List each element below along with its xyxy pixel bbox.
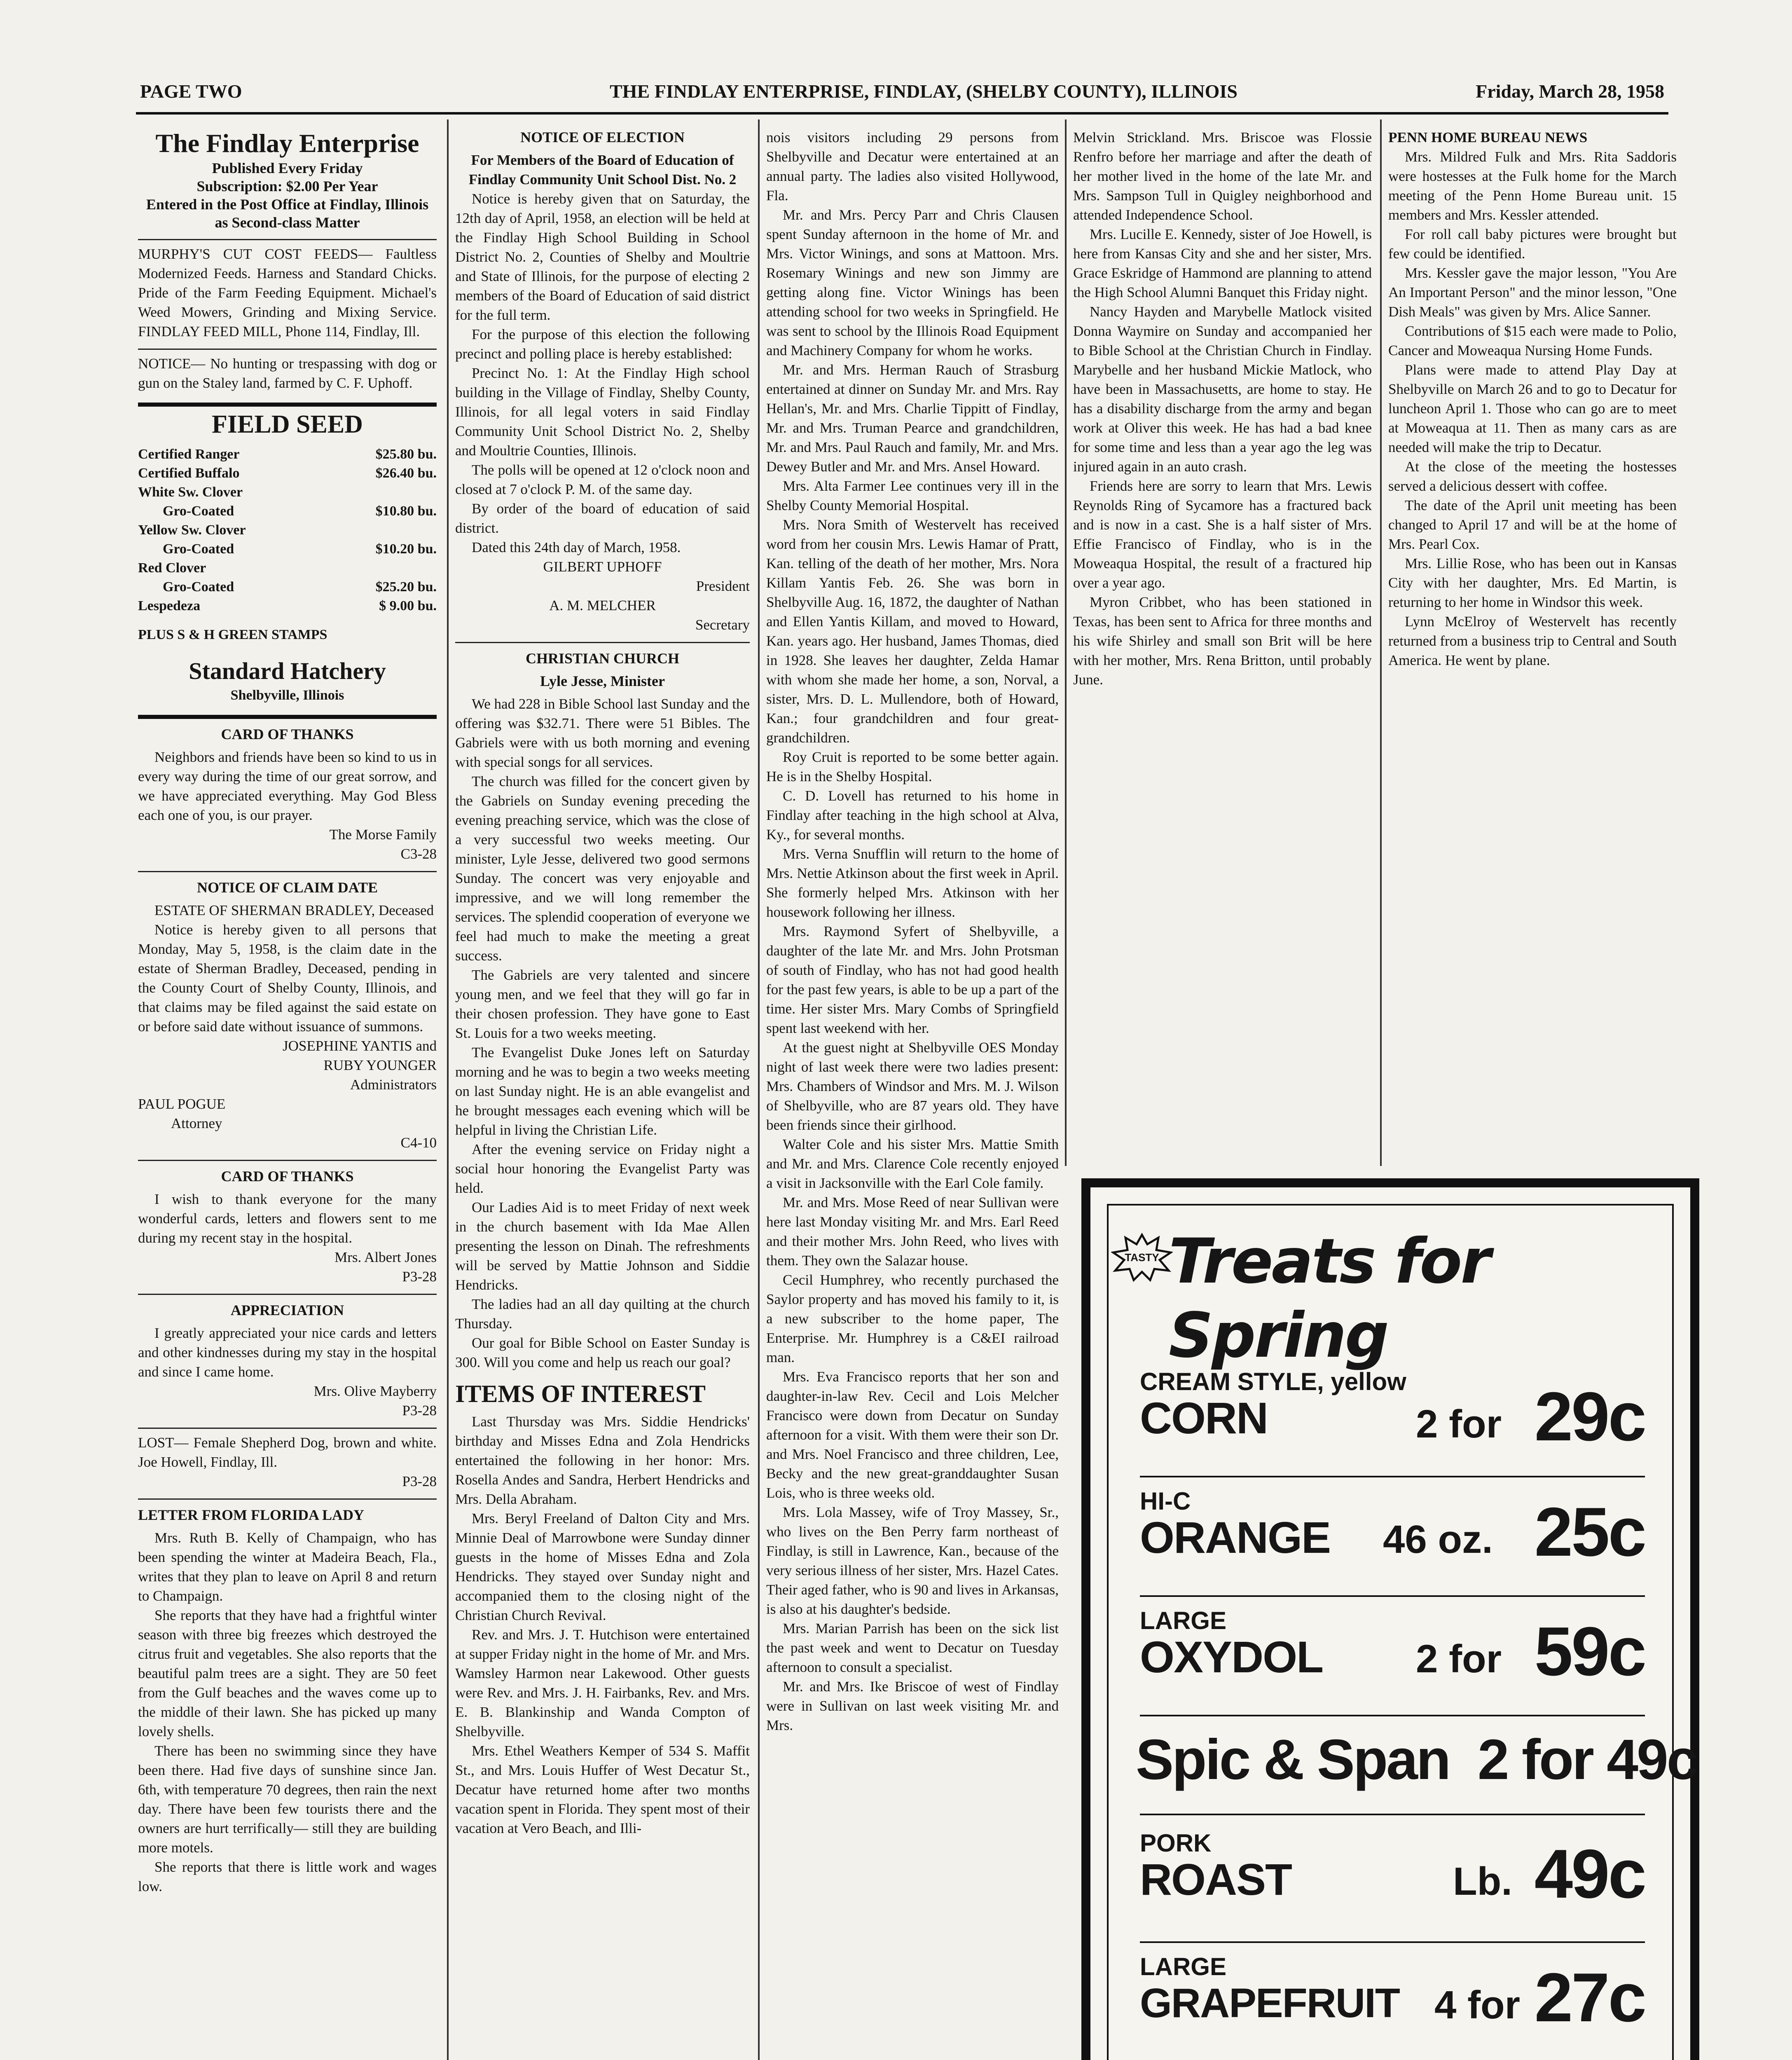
news-paragraph: Mrs. Eva Francisco reports that her son and daughter-in-law Rev. Cecil and Lois Melcher Francisco were down from Decatur on Sunday afternoon for a visit. With them were their son Dr. and Mrs. Noel Francisco and three children, Lee, Becky and the new great-granddaughter Susan Lois, who is three weeks old. [766,1369,1059,1501]
church-paragraph: The ladies had an all day quilting at the church Thursday. [455,1296,750,1332]
appreciation-body: I greatly appreciated your nice cards and letters and other kindnesses during my stay in the hospital and since I came home. [138,1325,437,1380]
election-subheading: For Members of the Board of Education of Findlay Community Unit School Dist. No. 2 [468,152,737,187]
news-paragraph: Mrs. Nora Smith of Westervelt has received word from her cousin Mrs. Lewis Hamar of Pratt, Kan. telling of the death of her mother, Mrs. Nora Killam Yantis Feb. 26. She was born in Shelbyville Aug. 16, 1872, the daughter of Nathan and Ellen Yantis Killam, and moved to Howard, Kan. years ago. Her husband, James Thomas, died in 1928. She leaves her daughter, Zelda Hamar with whom she made her home, a son, Norval, a sister, Mrs. D. L. Mullendore, both of Howard, Kan.; four grandchildren and four great-grandchildren. [766,517,1059,746]
seed-price-list [138,445,437,616]
news-paragraph: C. D. Lovell has returned to his home in Findlay after teaching in the high school at Alva, Ky., for several months. [766,788,1059,843]
divider [138,1498,437,1500]
issue-date: Friday, March 28, 1958 [1476,81,1664,102]
masthead-published: Published Every Friday [212,160,363,176]
ad-rule [1140,1814,1645,1815]
news-paragraph: Contributions of $15 each were made to Polio, Cancer and Moweaqua Nursing Home Funds. [1388,323,1677,358]
divider [138,715,437,719]
column-divider [447,119,449,2060]
church-paragraph: The Gabriels are very talented and sincere young men, and we feel that they will go far in their chosen profession. They have gone to East St. Louis for a two weeks meeting. [455,967,750,1041]
divider [138,403,437,407]
ad-code: P3-28 [402,1473,437,1489]
florida-letter-heading: LETTER FROM FLORIDA LADY [138,1507,365,1523]
ad-item-orange: HI-C ORANGE 46 oz. 25c [1140,1487,1645,1571]
florida-letter-paragraph: She reports that they have had a frightful winter season with three big freezes which destroyed the citrus fruit and vegetables. She also reports that the beautiful palm trees are a sight. They are 50 feet from the Gulf beaches and the waves come up to the middle of their lawn. She has picked up many lovely shells. [138,1607,437,1739]
news-paragraph: Mrs. Marian Parrish has been on the sick list the past week and went to Decatur on Tuesday afternoon to consult a specialist. [766,1620,1059,1675]
signature: Mrs. Albert Jones [335,1249,437,1265]
page-number: PAGE TWO [140,81,242,102]
signature-title: Administrators [350,1077,437,1093]
ad-rule [1140,1476,1645,1477]
ad-rule [1140,1941,1645,1943]
column-4 [1073,128,1372,1162]
news-paragraph: Mr. and Mrs. Mose Reed of near Sullivan were here last Monday visiting Mr. and Mrs. Earl Reed and their mother Mrs. John Reed, who lives with them. They own the Salazar house. [766,1194,1059,1269]
header-rule [136,112,1668,115]
signature: RUBY YOUNGER [323,1057,437,1073]
news-paragraph: Mr. and Mrs. Ike Briscoe of west of Findlay were in Sullivan on last week visiting Mr. and Mrs. [766,1678,1059,1733]
ad-item-pork-roast: PORK ROAST Lb. 49c [1140,1829,1645,1913]
field-seed-title: FIELD SEED [212,410,363,438]
card-of-thanks-heading: CARD OF THANKS [221,726,354,742]
penn-home-bureau-heading: PENN HOME BUREAU NEWS [1388,129,1588,145]
seed-row: White Sw. Clover [138,485,243,500]
church-paragraph: Our Ladies Aid is to meet Friday of next week in the church basement with Ida Mae Allen presenting the lesson on Dinah. The refreshments will be served by Mattie Johnson and Siddie Hendricks. [455,1199,750,1293]
signature-title: Secretary [695,617,750,633]
lost-dog-ad: LOST— Female Shepherd Dog, brown and white. Joe Howell, Findlay, Ill. [138,1435,437,1470]
ad-code: P3-28 [402,1269,437,1285]
hatchery-name: Standard Hatchery [189,658,386,684]
murphys-ad: MURPHY'S CUT COST FEEDS— Faultless Modernized Feeds. Harness and Standard Chicks. Pride of the Farm Feeding Equipment. Michael's Weed Mowers, Grinding and Mixing Service. FINDLAY FEED MILL, Phone 114, Findlay, Ill. [138,246,437,339]
divider [138,1294,437,1295]
interest-paragraph: Last Thursday was Mrs. Siddie Hendricks' birthday and Misses Edna and Zola Hendricks entertained the following in her honor: Mrs. Rosella Andes and Sandra, Herbert Hendricks and Mrs. Della Abraham. [455,1414,750,1507]
election-paragraph: For the purpose of this election the following precinct and polling place is hereby established: [455,326,750,362]
divider [138,349,437,350]
card-of-thanks-body: I wish to thank everyone for the many wonderful cards, letters and flowers sent to me during my recent stay in the hospital. [138,1191,437,1246]
card-of-thanks-heading: CARD OF THANKS [221,1168,354,1184]
florida-letter-paragraph: She reports that there is little work and wages low. [138,1859,437,1894]
ad-item-corn: CREAM STYLE, yellow CORN 2 for 29c [1140,1368,1645,1455]
ad-code: C3-28 [400,846,437,862]
green-stamps: PLUS S & H GREEN STAMPS [138,627,328,642]
hatchery-location: Shelbyville, Illinois [230,688,344,703]
florida-letter-paragraph: Mrs. Ruth B. Kelly of Champaign, who has been spending the winter at Madeira Beach, Fla., writes that they plan to leave on April 8 and return to Champaign. [138,1530,437,1604]
signature-title: President [696,578,750,594]
church-minister: Lyle Jesse, Minister [540,673,665,689]
church-paragraph: After the evening service on Friday night a social hour honoring the Evangelist Party was held. [455,1141,750,1196]
seed-row: Yellow Sw. Clover [138,522,246,538]
divider [138,1428,437,1429]
divider [138,239,437,240]
ad-headline: Treats for Spring [1169,1226,1490,1372]
ad-code: C4-10 [400,1135,437,1151]
signature: The Morse Family [329,826,437,843]
ad-item-spic-and-span: Spic & Span 2 for 49c [1136,1728,1697,1791]
page-header [140,80,1664,109]
election-paragraph: By order of the board of education of said district. [455,501,750,536]
church-heading: CHRISTIAN CHURCH [525,650,680,667]
divider [138,1160,437,1161]
news-paragraph: Mrs. Mildred Fulk and Mrs. Rita Saddoris were hostesses at the Fulk home for the March meeting of the Penn Home Bureau unit. 15 members and Mrs. Kessler attended. [1388,149,1677,223]
masthead-entry: Entered in the Post Office at Findlay, Illinois as Second-class Matter [146,196,429,231]
interest-paragraph: Mrs. Beryl Freeland of Dalton City and Mrs. Minnie Deal of Marrowbone were Sunday dinner guests in the home of Misses Edna and Zola Hendricks. They stayed over Sunday night and accompanied them to the closing night of the Christian Church Revival. [455,1510,750,1623]
news-paragraph: Walter Cole and his sister Mrs. Mattie Smith and Mr. and Mrs. Clarence Cole recently enjoyed a visit in Jacksonville with the Earl Cole family. [766,1136,1059,1191]
seed-row: Gro-Coated $25.20 bu. [163,579,437,595]
news-paragraph: At the guest night at Shelbyville OES Monday night of last week there were two ladies present: Mrs. Chambers of Windsor and Mrs. M. J. Wilson of Shelbyville, who are 87 years old. They have been friends since their girlhood. [766,1039,1059,1133]
card-of-thanks-body: Neighbors and friends have been so kind to us in every way during the time of our great sorrow, and we have appreciated everything. May God Bless each one of you, is our prayer. [138,749,437,823]
news-paragraph: Mrs. Lucille E. Kennedy, sister of Joe Howell, is here from Kansas City and she and her sister, Mrs. Grace Eskridge of Hammond are planning to attend the High School Alumni Banquet this Friday night. [1073,226,1372,300]
church-paragraph: The church was filled for the concert given by the Gabriels on Sunday evening preceding the evening preaching service, which was the close of a very successful two weeks meeting. Our minister, Lyle Jesse, delivered two good sermons Sunday. The concert was very enjoyable and impressive, and we will long remember the services. The splendid cooperation of everyone we feel had much to make the meeting a great success. [455,773,750,964]
church-paragraph: We had 228 in Bible School last Sunday and the offering was $32.71. There were 51 Bibles. The Gabriels were with us both morning and evening with special songs for all services. [455,696,750,770]
election-paragraph: Notice is hereby given that on Saturday, the 12th day of April, 1958, an election will be held at the Findlay High School Building in School District No. 2, Counties of Shelby and Moultrie and State of Illinois, for the purpose of electing 2 members of the Board of Education of said district for the full term. [455,191,750,323]
column-divider [758,119,760,2060]
election-paragraph: Precinct No. 1: At the Findlay High school building in the Village of Findlay, Shelby County, Illinois, for all legal voters in said Findlay Community Unit School District No. 2, Shelby and Moultrie Counties, Illinois. [455,365,750,459]
news-paragraph: At the close of the meeting the hostesses served a delicious dessert with coffee. [1388,459,1677,494]
news-paragraph: Mrs. Lola Massey, wife of Troy Massey, Sr., who lives on the Ben Perry farm northeast of Findlay, is still in Lawrence, Kan., because of the very serious illness of her sister, Mrs. Hazel Cates. Their aged father, who is 90 and lives in Arkansas, is also at his daughter's bedside. [766,1504,1059,1617]
claim-heading: NOTICE OF CLAIM DATE [197,879,378,896]
news-paragraph: Nancy Hayden and Marybelle Matlock visited Donna Waymire on Sunday and accompanied her to Bible School at the Christian Church in Findlay. Marybelle and her husband Mickie Matlock, who have been in Massachusetts, are home to stay. He has a disability discharge from the army and began work at Oliver this week. He has had a bad knee for some time and less than a year ago the leg was injured again in an auto crash. [1073,304,1372,475]
items-of-interest-heading: ITEMS OF INTEREST [455,1380,706,1407]
ad-code: P3-28 [402,1402,437,1419]
claim-estate: ESTATE OF SHERMAN BRADLEY, Deceased [154,902,434,918]
news-paragraph: Mrs. Raymond Syfert of Shelbyville, a daughter of the late Mr. and Mrs. John Protsman of south of Findlay, who has not had good health for the past few years, is able to be up a part of the time. Her sister Mrs. Mary Combs of Springfield spent last weekend with her. [766,923,1059,1036]
column-divider [1380,119,1382,1166]
news-paragraph: nois visitors including 29 persons from Shelbyville and Decatur were entertained at an annual party. The ladies also visited Hollywood, Fla. [766,129,1059,204]
florida-letter-paragraph: There has been no swimming since they have been there. Had five days of sunshine since Jan. 6th, with temperature 70 degrees, then rain the next day. There have been few tourists there and the owners are hurt terrifically— still they are building more motels. [138,1743,437,1856]
seed-row: Gro-Coated $10.80 bu. [163,503,437,519]
column-1 [138,128,437,2060]
interest-paragraph: Mrs. Ethel Weathers Kemper of 534 S. Maffit St., and Mrs. Louis Huffer of West Decatur St., Decatur have returned home after two months vacation spent in Florida. They spent most of their vacation at Vero Beach, and Illi- [455,1743,750,1836]
news-paragraph: Plans were made to attend Play Day at Shelbyville on March 26 and to go to Decatur for luncheon April 1. Those who can go are to meet at Moweaqua at 11. Then as many cars as are needed will make the trip to Decatur. [1388,362,1677,455]
masthead-title: The Findlay Enterprise [155,129,419,158]
seed-row: Certified Ranger $25.80 bu. [138,447,437,462]
ad-item-grapefruit: LARGE GRAPEFRUIT 4 for 27c [1140,1953,1645,2036]
news-paragraph: Roy Cruit is reported to be some better again. He is in the Shelby Hospital. [766,749,1059,784]
tasty-burst-icon: TASTY [1111,1233,1173,1282]
ad-rule [1140,1715,1645,1716]
hunting-notice: NOTICE— No hunting or trespassing with dog or gun on the Staley land, farmed by C. F. Uphoff. [138,356,437,391]
news-paragraph: For roll call baby pictures were brought but few could be identified. [1388,226,1677,262]
signature: GILBERT UPHOFF [543,559,662,575]
ad-rule [1140,1595,1645,1597]
ad-item-oxydol: LARGE OXYDOL 2 for 59c [1140,1607,1645,1690]
column-divider [1065,119,1067,1166]
divider [138,871,437,872]
election-paragraph: Dated this 24th day of March, 1958. [472,539,681,555]
interest-paragraph: Rev. and Mrs. J. T. Hutchison were entertained at supper Friday night in the home of Mr. and Mrs. Wamsley Harmon near Lakewood. Other guests were Rev. and Mrs. J. H. Fairbanks, Rev. and Mrs. E. B. Blankinship and Wanda Compton of Shelbyville. [455,1627,750,1739]
paper-name: THE FINDLAY ENTERPRISE, FINDLAY, (SHELBY COUNTY), ILLINOIS [610,81,1238,102]
news-paragraph: Mr. and Mrs. Percy Parr and Chris Clausen spent Sunday afternoon in the home of Mr. and Mrs. Victor Winings, and sons at Mattoon. Mrs. Rosemary Winings and new son Jimmy are getting along fine. Victor Winings has been attending school for two weeks in Springfield. He was sent to school by the Illinois Road Equipment and Machinery Company for whom he works. [766,207,1059,358]
news-paragraph: Mrs. Verna Snufflin will return to the home of Mrs. Nettie Atkinson about the first week in April. She formerly helped Mrs. Atkinson with her housework following her illness. [766,846,1059,920]
news-paragraph: Mrs. Alta Farmer Lee continues very ill in the Shelby County Memorial Hospital. [766,478,1059,513]
column-5 [1388,128,1677,1162]
masthead-subscription: Subscription: $2.00 Per Year [197,178,378,194]
church-paragraph: Our goal for Bible School on Easter Sunday is 300. Will you come and help us reach our goal? [455,1335,750,1370]
seed-row: Lespedeza $ 9.00 bu. [138,598,437,613]
signature: Mrs. Olive Mayberry [313,1383,437,1399]
news-paragraph: Lynn McElroy of Westervelt has recently returned from a business trip to Central and South America. He went by plane. [1388,613,1677,668]
attorney-name: PAUL POGUE [138,1096,226,1112]
appreciation-heading: APPRECIATION [230,1302,344,1318]
news-paragraph: Melvin Strickland. Mrs. Briscoe was Flossie Renfro before her marriage and after the death of her mother lived in the home of the late Mr. and Mrs. Sampson Tull in Quigley neighborhood and attended Independence School. [1073,129,1372,223]
column-3 [766,128,1059,2060]
news-paragraph: Cecil Humphrey, who recently purchased the Saylor property and has moved his family to it, is a new subscriber to the home paper, The Enterprise. Mr. Humphrey is a C&EI railroad man. [766,1272,1059,1365]
column-2 [455,128,750,2060]
election-heading: NOTICE OF ELECTION [520,129,685,145]
election-paragraph: The polls will be opened at 12 o'clock noon and closed at 7 o'clock P. M. of the same day. [455,462,750,497]
news-paragraph: Myron Cribbet, who has been stationed in Texas, has been sent to Africa for three months and his wife Shirley and small son Brit will be here with her mother, Mrs. Rena Britton, until probably June. [1073,594,1372,688]
divider [455,642,750,643]
signature: JOSEPHINE YANTIS and [283,1038,437,1054]
news-paragraph: Mrs. Kessler gave the major lesson, "You Are An Important Person" and the minor lesson, "One Dish Meals" was given by Mrs. Alice Sanner. [1388,265,1677,320]
ad-title [1107,1216,1678,1372]
news-paragraph: Mr. and Mrs. Herman Rauch of Strasburg entertained at dinner on Sunday Mr. and Mrs. Ray Hellan's, Mr. and Mrs. Charlie Tippitt of Findlay, Mr. and Mrs. Truman Pearce and grandchildren, Mr. and Mrs. Paul Rauch and family, Mr. and Mrs. Dewey Butler and Mr. and Mrs. Ansel Howard. [766,362,1059,475]
seed-row: Certified Buffalo $26.40 bu. [138,466,437,481]
signature: A. M. MELCHER [549,597,656,613]
news-paragraph: The date of the April unit meeting has been changed to April 17 and will be at the home of Mrs. Pearl Cox. [1388,497,1677,552]
news-paragraph: Friends here are sorry to learn that Mrs. Lewis Reynolds Ring of Sycamore has a fractured back and is now in a cast. She is a half sister of Mrs. Effie Francisco of Findlay, who is in the Moweaqua Hospital, the result of a fractured hip over a year ago. [1073,478,1372,591]
church-paragraph: The Evangelist Duke Jones left on Saturday morning and he was to begin a two weeks meeting on last Sunday night. He is an able evangelist and he brought messages each evening which will be helpful in living the Christian Life. [455,1044,750,1138]
news-paragraph: Mrs. Lillie Rose, who has been out in Kansas City with her daughter, Mrs. Ed Martin, is returning to her home in Windsor this week. [1388,555,1677,610]
seed-row: Red Clover [138,560,206,576]
marshall-market-ad [1081,1178,1699,2060]
claim-body: Notice is hereby given to all persons that Monday, May 5, 1958, is the claim date in the estate of Sherman Bradley, Deceased, pending in the County Court of Shelby County, Illinois, and that claims may be filed against the said estate on or before said date without issuance of summons. [138,922,437,1035]
attorney-title: Attorney [171,1115,222,1131]
seed-row: Gro-Coated $10.20 bu. [163,541,437,557]
